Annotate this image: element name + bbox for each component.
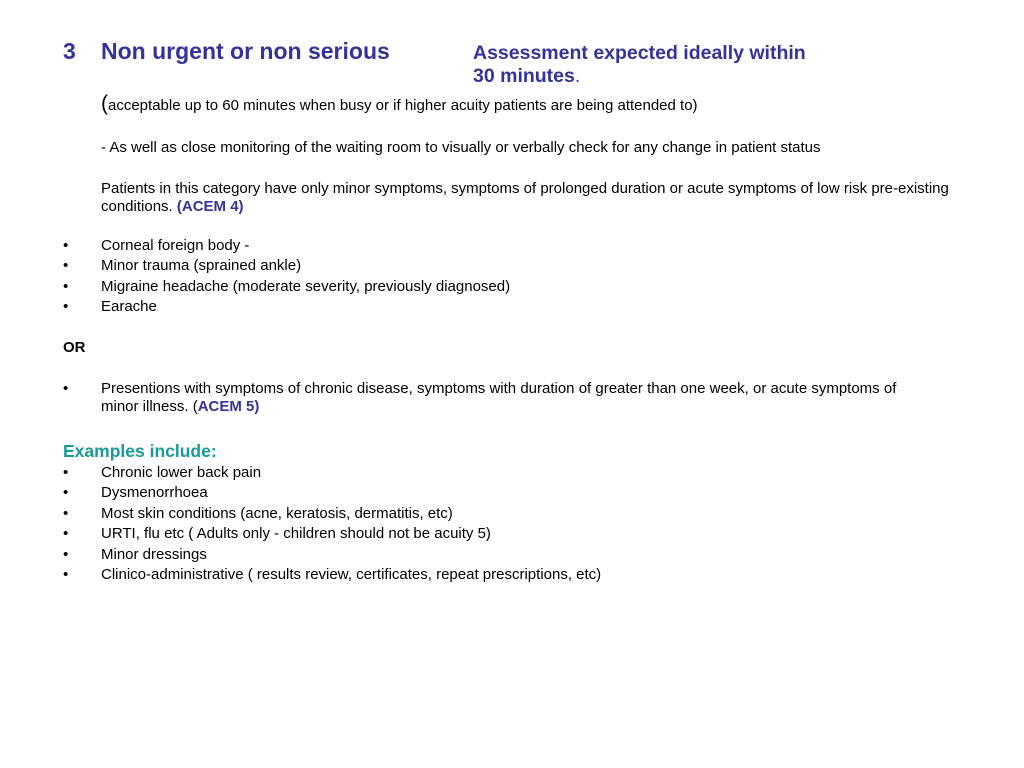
- assessment-line-2: 30 minutes: [473, 65, 575, 87]
- presentions-item: [63, 380, 923, 415]
- symptom-list: [63, 236, 510, 318]
- category-number: 3: [63, 38, 76, 64]
- assessment-time: [473, 42, 893, 88]
- list-item: • Earache: [63, 297, 510, 317]
- list-item: • Dysmenorrhoea: [63, 483, 601, 503]
- examples-list: [63, 463, 601, 585]
- list-item: • Most skin conditions (acne, keratosis, dermatitis, etc): [63, 504, 601, 524]
- acem5-tag: ACEM 5): [197, 397, 260, 415]
- bullet: •: [63, 484, 69, 502]
- patients-text: Patients in this category have only minor symptoms, symptoms of prolonged duration or acute symptoms of low risk pre-existing conditions.: [101, 180, 949, 215]
- list-item: • Clinico-administrative ( results review, certificates, repeat prescriptions, etc): [63, 565, 601, 585]
- bullet: •: [63, 237, 69, 254]
- bullet: •: [63, 464, 69, 481]
- presentions-text: Presentions with symptoms of chronic disease, symptoms with duration of greater than one week, or acute symptoms of minor illness. (: [101, 380, 897, 415]
- paren-open: (: [101, 92, 108, 115]
- list-item: • Corneal foreign body -: [63, 236, 510, 256]
- monitoring-note: - As well as close monitoring of the waiting room to visually or verbally check for any change in patient status: [101, 139, 821, 156]
- bullet: •: [63, 380, 69, 397]
- bullet: •: [63, 257, 69, 275]
- list-item: • Migraine headache (moderate severity, previously diagnosed): [63, 277, 510, 297]
- examples-heading: Examples include:: [63, 441, 217, 461]
- bullet: •: [63, 565, 69, 583]
- list-item: • URTI, flu etc ( Adults only - children should not be acuity 5): [63, 524, 601, 544]
- acceptable-note: [101, 92, 698, 116]
- bullet: •: [63, 525, 69, 543]
- list-item: • Chronic lower back pain: [63, 463, 601, 483]
- bullet: •: [63, 504, 69, 522]
- list-item: • Minor trauma (sprained ankle): [63, 256, 510, 276]
- assessment-period: .: [574, 65, 581, 87]
- bullet: •: [63, 545, 69, 563]
- acceptable-note-text: acceptable up to 60 minutes when busy or if higher acuity patients are being attended to): [108, 97, 698, 114]
- or-label: OR: [63, 339, 86, 356]
- category-title: Non urgent or non serious: [101, 38, 390, 64]
- list-item: • Minor dressings: [63, 545, 601, 565]
- bullet: •: [63, 298, 69, 316]
- bullet: •: [63, 277, 69, 295]
- patients-description: [101, 180, 961, 216]
- acem4-tag: (ACEM 4): [176, 198, 244, 215]
- assessment-line-1: Assessment expected ideally within: [473, 42, 806, 64]
